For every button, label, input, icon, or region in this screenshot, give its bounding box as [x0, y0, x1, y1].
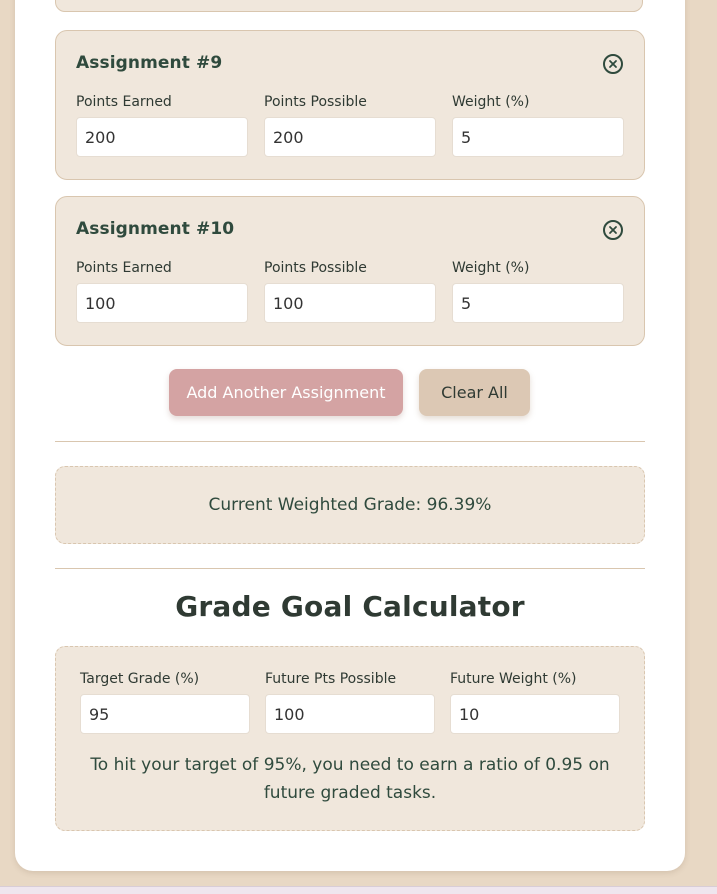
points-possible-label: Points Possible [264, 94, 367, 110]
future-points-field [265, 671, 435, 734]
points-earned-label: Points Earned [76, 260, 172, 276]
goal-result-text: To hit your target of 95%, you need to earn a ratio of 0.95 on future graded tasks. [90, 755, 610, 803]
weight-input[interactable] [452, 283, 624, 323]
previous-assignment-card [55, 0, 643, 12]
close-circle-icon [608, 59, 618, 69]
future-weight-label: Future Weight (%) [450, 671, 577, 687]
divider [55, 441, 645, 442]
current-grade-text: Current Weighted Grade: 96.39% [208, 495, 492, 515]
divider [55, 568, 645, 569]
assignment-card [55, 196, 645, 346]
points-earned-label: Points Earned [76, 94, 172, 110]
weight-label: Weight (%) [452, 260, 530, 276]
grade-goal-panel [55, 646, 645, 831]
points-possible-input[interactable] [264, 283, 436, 323]
points-possible-input[interactable] [264, 117, 436, 157]
target-grade-input[interactable] [80, 694, 250, 734]
weight-field [452, 260, 624, 323]
grade-goal-title: Grade Goal Calculator [175, 590, 525, 623]
weight-input[interactable] [452, 117, 624, 157]
remove-assignment-button[interactable] [603, 220, 623, 240]
page-bottom-strip [0, 886, 717, 894]
points-possible-field [264, 260, 436, 323]
clear-all-button[interactable]: Clear All [419, 369, 530, 416]
future-points-label: Future Pts Possible [265, 671, 397, 687]
close-circle-icon [608, 225, 618, 235]
points-earned-field [76, 94, 248, 157]
remove-assignment-button[interactable] [603, 54, 623, 74]
assignment-card [55, 30, 645, 180]
future-weight-field [450, 671, 620, 734]
assignment-title: Assignment #9 [76, 53, 223, 73]
weight-field [452, 94, 624, 157]
future-weight-input[interactable] [450, 694, 620, 734]
future-points-input[interactable] [265, 694, 435, 734]
points-possible-field [264, 94, 436, 157]
points-earned-field [76, 260, 248, 323]
weight-label: Weight (%) [452, 94, 530, 110]
points-earned-input[interactable] [76, 117, 248, 157]
points-earned-input[interactable] [76, 283, 248, 323]
add-assignment-button[interactable]: Add Another Assignment [169, 369, 403, 416]
target-grade-label: Target Grade (%) [80, 671, 200, 687]
points-possible-label: Points Possible [264, 260, 367, 276]
assignment-title: Assignment #10 [76, 219, 235, 239]
target-grade-field [80, 671, 250, 734]
current-grade-panel [55, 466, 645, 544]
